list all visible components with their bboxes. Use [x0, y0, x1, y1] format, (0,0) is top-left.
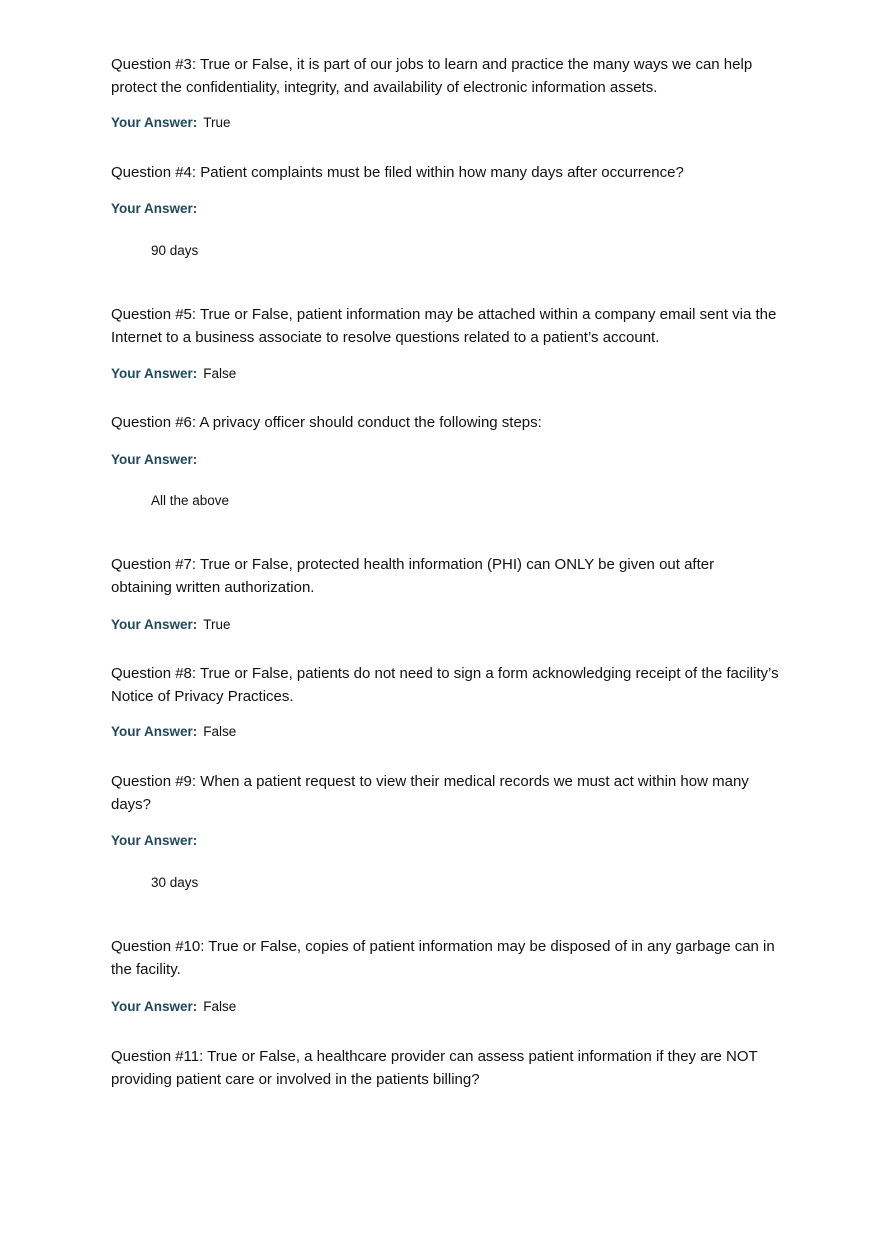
answer-value: True [203, 617, 231, 632]
answer-10 [111, 998, 236, 1016]
answer-label-4 [111, 200, 197, 218]
answer-5 [111, 365, 236, 383]
answer-value: False [203, 999, 237, 1014]
answer-value: False [203, 724, 237, 739]
answer-7 [111, 616, 231, 634]
answer-3 [111, 114, 231, 132]
answer-label-6 [111, 451, 197, 469]
answer-label: Your Answer: [111, 724, 198, 739]
question-8: Question #8: True or False, patients do not need to sign a form acknowledging receipt of the facility’s Notice of Privacy Practices. [111, 665, 779, 705]
answer-label: Your Answer: [111, 115, 198, 130]
answer-label: Your Answer: [111, 366, 198, 381]
answer-value-6: All the above [151, 493, 230, 508]
question-11: Question #11: True or False, a healthcare provider can assess patient information if they are NOT providing patient care or involved in the patients billing? [111, 1048, 758, 1088]
answer-label: Your Answer: [111, 999, 198, 1014]
answer-label: Your Answer: [111, 617, 198, 632]
question-10: Question #10: True or False, copies of patient information may be disposed of in any garbage can in the facility. [111, 938, 775, 978]
answer-value: True [203, 115, 231, 130]
question-5: Question #5: True or False, patient information may be attached within a company email sent via the Internet to a business associate to resolve questions related to a patient’s account. [111, 306, 777, 346]
answer-label: Your Answer: [111, 452, 198, 467]
answer-value-9: 30 days [151, 875, 199, 890]
answer-label: Your Answer: [111, 833, 198, 848]
answer-label-9 [111, 832, 197, 850]
question-6: Question #6: A privacy officer should conduct the following steps: [111, 414, 542, 431]
answer-8 [111, 723, 236, 741]
question-9: Question #9: When a patient request to view their medical records we must act within how many days? [111, 773, 749, 813]
question-3: Question #3: True or False, it is part of our jobs to learn and practice the many ways we can help protect the confidentiality, integrity, and availability of electronic information assets. [111, 56, 753, 96]
answer-value-4: 90 days [151, 243, 199, 258]
answer-label: Your Answer: [111, 201, 198, 216]
question-4: Question #4: Patient complaints must be filed within how many days after occurrence? [111, 164, 684, 181]
answer-value: False [203, 366, 237, 381]
question-7: Question #7: True or False, protected health information (PHI) can ONLY be given out after obtaining written authorization. [111, 556, 715, 596]
